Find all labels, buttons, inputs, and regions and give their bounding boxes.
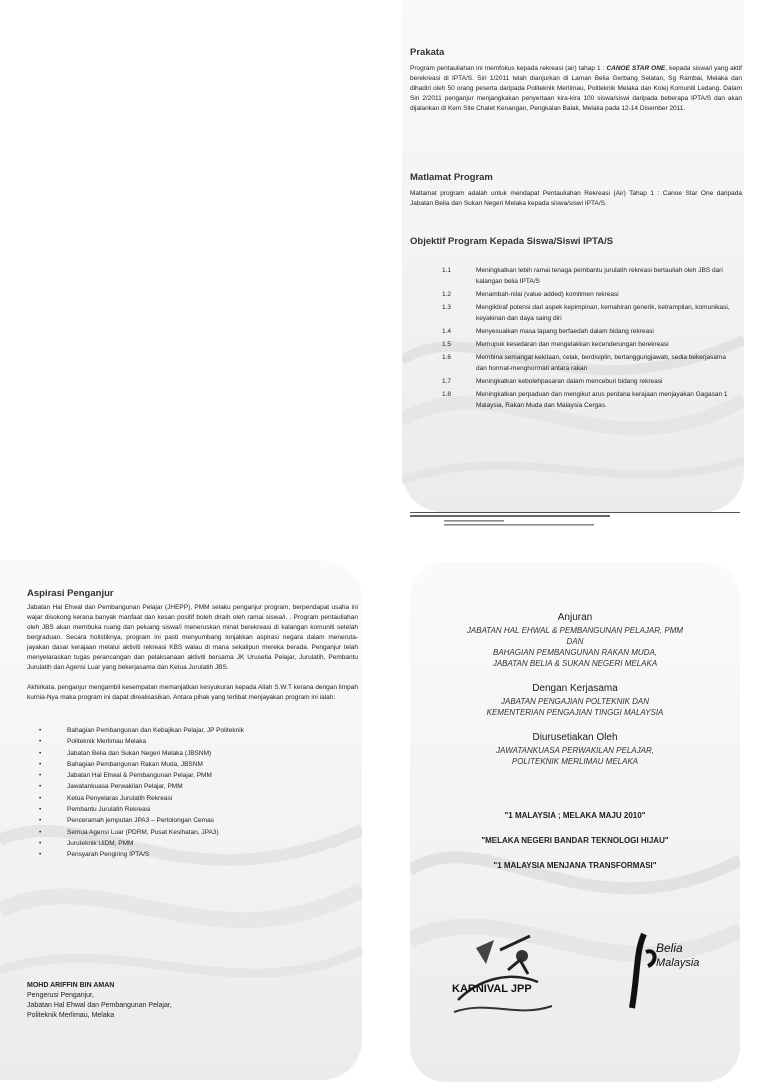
urusetia-line: JAWATANKUASA PERWAKILAN PELAJAR, — [496, 746, 654, 755]
objektif-item-text: Meningkatkan kebolehpasaran dalam menceburi bidang rekreasi — [476, 378, 663, 385]
malaysia-logo-text: Malaysia — [656, 957, 700, 969]
objektif-item — [442, 302, 730, 324]
prakata-body-emphasis: CANOE STAR ONE — [606, 65, 666, 72]
karnival-logo-text: KARNIVAL JPP — [452, 983, 532, 995]
objektif-item-text: Meningkatkan perpaduan dan mengikut arus perdana kerajaan menjayakan Gagasan 1 Malaysia, Rakan Muda dan Malaysia Cergas. — [476, 391, 728, 409]
signer-role-2: Jabatan Hal Ehwal dan Pembangunan Pelajar, — [27, 1002, 172, 1009]
belia-logo-text: Belia — [656, 941, 683, 955]
kerjasama-line: KEMENTERIAN PENGAJIAN TINGGI MALAYSIA — [486, 708, 664, 717]
objektif-item — [442, 326, 730, 337]
objektif-item-number: 1.5 — [442, 341, 452, 348]
prakata-body-start: Program pentauliahan ini memfokus kepada rekreasi (air) tahap 1 : — [410, 65, 607, 72]
prakata-section — [410, 47, 742, 114]
signature-block — [27, 980, 327, 1021]
list-item: • Juruteknik UiDM, PMM — [67, 838, 358, 849]
objektif-item-number: 1.3 — [442, 304, 452, 311]
urusetia-title: Diurusetiakan Oleh — [532, 732, 618, 743]
list-item: • Ketua Penyelaras Jurulatih Rekreasi — [67, 793, 358, 804]
signer-role-1: Pengerusi Penganjur, — [27, 992, 94, 999]
matlamat-section — [410, 172, 742, 209]
objektif-item-text: Menyesuaikan masa lapang berfaedah dalam bidang rekreasi — [476, 328, 654, 335]
signer-role-3: Politeknik Merlimau, Melaka — [27, 1012, 115, 1019]
objektif-item — [442, 339, 730, 350]
credits-section — [410, 612, 740, 870]
list-item: • Pensyarah Pengiring IPTA/S — [67, 849, 358, 860]
illegible-fineprint — [410, 514, 630, 530]
aspirasi-paragraph-2: Akhirkata, penganjur mengambil kesempatan memanjatkan kesyukuran kepada Allah S.W.T kerana dengan limpah kurnia-Nya maka program ini dapat direalisasikan. Antara pihak yang terlibat menjayakan program ini ialah: — [27, 684, 358, 701]
list-item: • Jawatankuasa Perwakilan Pelajar, PMM — [67, 781, 358, 792]
slogan-3: "1 MALAYSIA MENJANA TRANSFORMASI" — [493, 861, 657, 870]
objektif-item — [442, 289, 730, 300]
anjuran-line: JABATAN HAL EHWAL & PEMBANGUNAN PELAJAR, PMM — [466, 626, 684, 635]
list-item: • Pembantu Jurulatih Rekreasi — [67, 804, 358, 815]
list-item: • Semua Agensi Luar (PDRM, Pusat Kesihatan, JPA3) — [67, 827, 358, 838]
objektif-item-text: Meningkatkan lebih ramai tenaga pembantu jurulatih rekreasi bertauliah oleh JBS dari kalangan belia IPTA/S — [476, 267, 723, 285]
divider-line — [410, 512, 740, 513]
objektif-item-number: 1.1 — [442, 267, 452, 274]
objektif-item — [442, 376, 730, 387]
objektif-item-text: Menambah-nilai (value added) komitmen rekreasi — [476, 291, 619, 298]
aspirasi-section — [27, 588, 358, 861]
objektif-list — [410, 265, 742, 411]
slogan-2: "MELAKA NEGERI BANDAR TEKNOLOGI HIJAU" — [481, 836, 669, 845]
objektif-title: Objektif Program Kepada Siswa/Siswi IPTA/S — [410, 236, 614, 247]
anjuran-line: JABATAN BELIA & SUKAN NEGERI MELAKA — [492, 659, 658, 668]
objektif-item-number: 1.6 — [442, 354, 452, 361]
anjuran-line: DAN — [566, 637, 584, 646]
kerjasama-title: Dengan Kerjasama — [532, 683, 618, 694]
objektif-item-number: 1.8 — [442, 391, 452, 398]
slogan-1: "1 MALAYSIA ; MELAKA MAJU 2010" — [504, 811, 646, 820]
prakata-body-rest: , kepada siswa/i yang aktif berekreasi di IPTA/S. Siri 1/2011 telah dianjurkan di Laman Belia Gerbang Selatan, Sg Rambai, Melaka dan dihadiri oleh 50 orang peserta daripada Politeknik Merlimau, Politeknik Melaka dan Kolej Komuniti Ledang. Dalam Siri 2/2011 penganjur menjangkakan penyertaan kira-kira 100 siswa/siswi daripada beberapa IPTA/S dan akan dijalankan di Kem Site Chalet Kenangan, Pengkalan Balak, Melaka pada 12-14 Disember 2011. — [410, 65, 742, 112]
prakata-title: Prakata — [410, 47, 445, 58]
list-item: • Penceramah jemputan JPA3 – Pertolongan Cemas — [67, 815, 358, 826]
objektif-item-text: Memupuk kesedaran dan mengelakkan kecenderungan berekreasi — [476, 341, 669, 348]
kerjasama-line: JABATAN PENGAJIAN POLTEKNIK DAN — [500, 697, 650, 706]
contributors-list — [27, 725, 358, 861]
objektif-item — [442, 352, 730, 374]
belia-malaysia-logo — [622, 932, 722, 1012]
objektif-item-number: 1.7 — [442, 378, 452, 385]
aspirasi-title: Aspirasi Penganjur — [27, 588, 114, 599]
signer-name: MOHD ARIFFIN BIN AMAN — [27, 982, 115, 989]
list-item: • Bahagian Pembangunan dan Kebajikan Pelajar, JP Politeknik — [67, 725, 358, 736]
matlamat-title: Matlamat Program — [410, 172, 493, 183]
list-item: • Jabatan Belia dan Sukan Negeri Melaka (JBSNM) — [67, 748, 358, 759]
list-item: • Politeknik Merlimau Melaka — [67, 736, 358, 747]
objektif-item-number: 1.2 — [442, 291, 452, 298]
prakata-body — [410, 64, 742, 114]
list-item: • Bahagian Pembangunan Rakan Muda, JBSNM — [67, 759, 358, 770]
objektif-section — [410, 236, 742, 413]
urusetia-line: POLITEKNIK MERLIMAU MELAKA — [511, 757, 639, 766]
karnival-jpp-logo — [448, 930, 558, 1024]
aspirasi-paragraph-1: Jabatan Hal Ehwal dan Pembangunan Pelajar (JHEPP), PMM selaku penganjur program, berpendapat usaha ini wajar disokong kerana banyak manfaat dan kesan positif boleh diraih oleh ramai siswa/i. . Program pentauliahan oleh JBS akan membuka ruang dan peluang siswa/i meneruskan minat berekreasi di kalangan komuniti setelah bergraduan. Secara holistiknya, program ini pasti menyumbang lonjakkan aspirasi negara dalam meneruta-jayakan dasar kerajaan melalui aktiviti rekreasi KBS walau di mana sekalipun mereka berada. Penganjur telah menyelaraskan tugas perancangan dan pelaksanaan aktiviti bersama JK Urusetia Pelajar, Jurulatih, Pembantu Jurulatih dan Agensi Luar yang bekerjasama dan Ketua Jurulatih JBS. — [27, 604, 358, 671]
anjuran-line: BAHAGIAN PEMBANGUNAN RAKAN MUDA, — [492, 648, 658, 657]
objektif-item — [442, 389, 730, 411]
objektif-item — [442, 265, 730, 287]
anjuran-title: Anjuran — [557, 612, 593, 623]
list-item: • Jabatan Hal Ehwal & Pembangunan Pelajar, PMM — [67, 770, 358, 781]
matlamat-body: Matlamat program adalah untuk mendapat Pentauliahan Rekreasi (Air) Tahap 1 : Canoe Star One daripada Jabatan Belia dan Sukan Negeri Melaka kepada siswa/siswi IPTA/S. — [410, 190, 742, 207]
objektif-item-text: Mengiktiraf potensi dari aspek kepimpinan, kemahiran generik, ketrampilan, komunikasi, keyakinan dan daya saing diri — [476, 304, 730, 322]
objektif-item-text: Membina semangat kekitaan, celak, berdisiplin, bertanggungjawab, sedia bekerjasama dan hormat-menghormati antara rakan — [476, 354, 727, 372]
objektif-item-number: 1.4 — [442, 328, 452, 335]
